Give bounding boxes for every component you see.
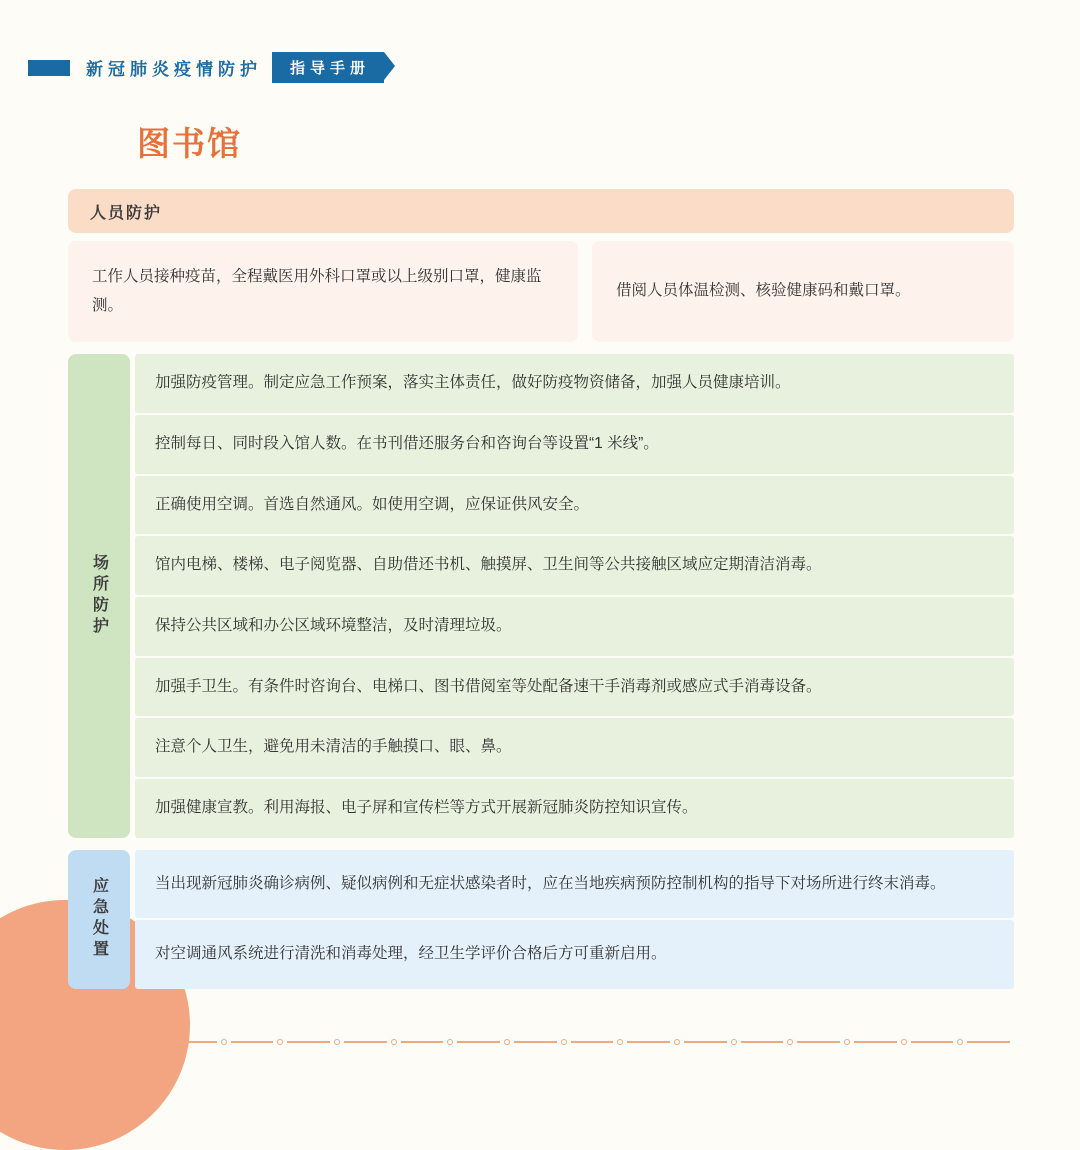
divider-dot [504,1039,510,1045]
divider-dot [787,1039,793,1045]
divider-dot [334,1039,340,1045]
table-row: 保持公共区域和办公区域环境整洁，及时清理垃圾。 [135,597,1014,656]
personnel-protection-boxes [68,241,1014,342]
table-row: 当出现新冠肺炎确诊病例、疑似病例和无症状感染者时，应在当地疾病预防控制机构的指导下对场所进行终末消毒。 [135,850,1014,919]
document-header [28,52,384,83]
table-row: 正确使用空调。首选自然通风。如使用空调，应保证供风安全。 [135,476,1014,535]
divider-dot [957,1039,963,1045]
section-label-emergency-response [68,850,130,989]
divider-dash [627,1041,670,1043]
divider-dash [571,1041,614,1043]
divider-dash [231,1041,274,1043]
divider-dash [344,1041,387,1043]
divider-dash [174,1041,217,1043]
dotted-divider [170,1037,1014,1047]
section-heading-label: 人员防护 [90,204,163,222]
divider-dash [287,1041,330,1043]
content-area [68,189,1014,989]
divider-dot [561,1039,567,1045]
divider-dash [684,1041,727,1043]
header-tag: 指导手册 [272,52,384,83]
divider-dot [731,1039,737,1045]
table-row: 馆内电梯、楼梯、电子阅览器、自助借还书机、触摸屏、卫生间等公共接触区域应定期清洁消毒。 [135,536,1014,595]
section-label-venue-protection [68,354,130,837]
divider-dot [674,1039,680,1045]
table-row: 加强健康宣教。利用海报、电子屏和宣传栏等方式开展新冠肺炎防控知识宣传。 [135,779,1014,838]
divider-dot [901,1039,907,1045]
section-heading-personnel-protection [68,189,1014,233]
personnel-protection-item: 工作人员接种疫苗，全程戴医用外科口罩或以上级别口罩，健康监测。 [68,241,578,342]
header-accent-bar [28,60,70,76]
section-label-text: 场所防护 [90,554,108,639]
divider-dot [844,1039,850,1045]
divider-dash [797,1041,840,1043]
divider-dash [457,1041,500,1043]
divider-dot [221,1039,227,1045]
divider-line [170,1039,1014,1045]
section-venue-protection [68,354,1014,837]
section-label-text: 应急处置 [90,877,108,962]
divider-dash [854,1041,897,1043]
divider-dash [911,1041,954,1043]
header-title: 新冠肺炎疫情防护 [86,60,262,79]
emergency-response-rows [135,850,1014,989]
table-row: 加强手卫生。有条件时咨询台、电梯口、图书借阅室等处配备速干手消毒剂或感应式手消毒设备。 [135,658,1014,717]
divider-dot [617,1039,623,1045]
table-row: 控制每日、同时段入馆人数。在书刊借还服务台和咨询台等设置“1 米线”。 [135,415,1014,474]
table-row: 对空调通风系统进行清洗和消毒处理，经卫生学评价合格后方可重新启用。 [135,920,1014,989]
divider-dash [514,1041,557,1043]
section-emergency-response [68,850,1014,989]
table-row: 加强防疫管理。制定应急工作预案，落实主体责任，做好防疫物资储备，加强人员健康培训。 [135,354,1014,413]
divider-dot [447,1039,453,1045]
divider-dot [391,1039,397,1045]
divider-dash [741,1041,784,1043]
divider-dash [967,1041,1010,1043]
personnel-protection-item: 借阅人员体温检测、核验健康码和戴口罩。 [592,241,1014,342]
venue-protection-rows [135,354,1014,837]
page-title: 图书馆 [137,125,242,162]
divider-dot [277,1039,283,1045]
table-row: 注意个人卫生，避免用未清洁的手触摸口、眼、鼻。 [135,718,1014,777]
divider-dash [401,1041,444,1043]
